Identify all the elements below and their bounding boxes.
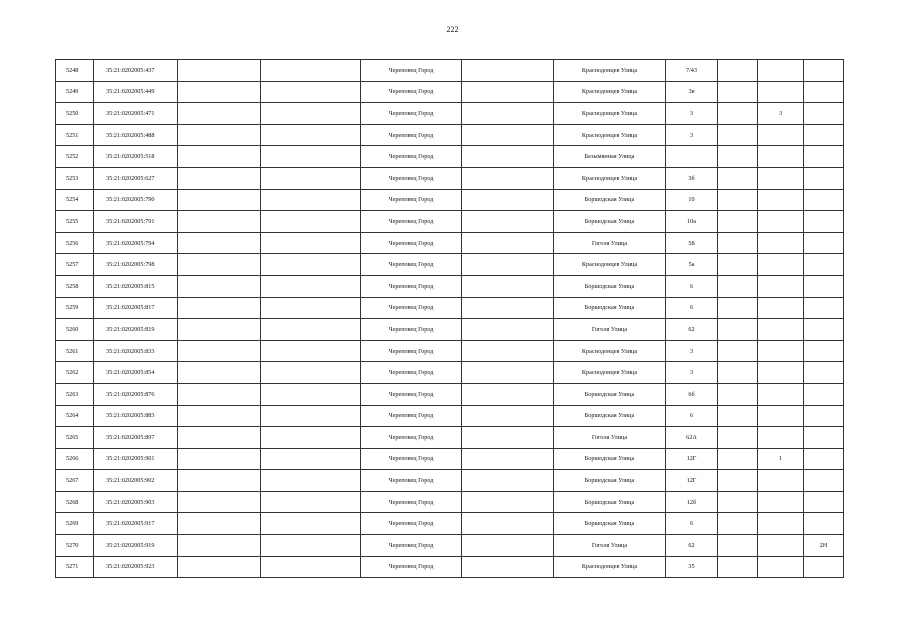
empty-cell	[178, 491, 261, 513]
extra-number-cell	[758, 491, 804, 513]
empty-cell	[718, 189, 758, 211]
empty-cell	[462, 189, 554, 211]
city-cell: Череповец Город	[361, 556, 462, 578]
house-number-cell: 35	[666, 556, 718, 578]
table-row	[56, 232, 844, 254]
city-cell: Череповец Город	[361, 383, 462, 405]
row-number-cell: 5248	[56, 60, 94, 82]
empty-cell	[178, 297, 261, 319]
house-number-cell: 6б	[666, 383, 718, 405]
extra-number-cell	[758, 319, 804, 341]
extra-number-cell: 3	[758, 103, 804, 125]
street-cell: Гоголя Улица	[554, 319, 666, 341]
empty-cell	[261, 232, 361, 254]
extra-number-cell	[758, 254, 804, 276]
extra-number-cell	[758, 427, 804, 449]
empty-cell	[718, 124, 758, 146]
cadastral-number-cell: 35:21:0202005:819	[94, 319, 178, 341]
extra-number-cell	[758, 146, 804, 168]
extra-number-cell	[758, 167, 804, 189]
house-number-cell	[666, 146, 718, 168]
cadastral-number-cell: 35:21:0202005:518	[94, 146, 178, 168]
empty-cell	[178, 535, 261, 557]
house-number-cell: 3	[666, 362, 718, 384]
extra-code-cell	[804, 448, 844, 470]
city-cell: Череповец Город	[361, 448, 462, 470]
extra-code-cell	[804, 60, 844, 82]
street-cell: Боршодская Улица	[554, 405, 666, 427]
empty-cell	[718, 405, 758, 427]
table-row	[56, 146, 844, 168]
street-cell: Краснодонцев Улица	[554, 81, 666, 103]
house-number-cell: 6	[666, 513, 718, 535]
extra-number-cell	[758, 81, 804, 103]
extra-code-cell	[804, 103, 844, 125]
row-number-cell: 5251	[56, 124, 94, 146]
row-number-cell: 5254	[56, 189, 94, 211]
empty-cell	[261, 470, 361, 492]
table-row	[56, 189, 844, 211]
city-cell: Череповец Город	[361, 427, 462, 449]
empty-cell	[462, 124, 554, 146]
street-cell: Боршодская Улица	[554, 189, 666, 211]
city-cell: Череповец Город	[361, 167, 462, 189]
house-number-cell: 6	[666, 297, 718, 319]
extra-code-cell	[804, 556, 844, 578]
empty-cell	[261, 275, 361, 297]
empty-cell	[718, 103, 758, 125]
extra-code-cell	[804, 232, 844, 254]
street-cell: Боршодская Улица	[554, 491, 666, 513]
empty-cell	[718, 448, 758, 470]
empty-cell	[718, 470, 758, 492]
street-cell: Краснодонцев Улица	[554, 60, 666, 82]
extra-number-cell	[758, 535, 804, 557]
empty-cell	[178, 470, 261, 492]
empty-cell	[178, 81, 261, 103]
city-cell: Череповец Город	[361, 146, 462, 168]
street-cell: Боршодская Улица	[554, 448, 666, 470]
table-row	[56, 362, 844, 384]
extra-code-cell	[804, 297, 844, 319]
empty-cell	[261, 103, 361, 125]
empty-cell	[261, 211, 361, 233]
extra-code-cell	[804, 275, 844, 297]
house-number-cell: 3	[666, 103, 718, 125]
street-cell: Боршодская Улица	[554, 275, 666, 297]
empty-cell	[178, 556, 261, 578]
empty-cell	[261, 362, 361, 384]
house-number-cell: 6	[666, 405, 718, 427]
table-row	[56, 427, 844, 449]
city-cell: Череповец Город	[361, 319, 462, 341]
registry-table	[55, 59, 844, 578]
row-number-cell: 5250	[56, 103, 94, 125]
empty-cell	[462, 470, 554, 492]
extra-code-cell	[804, 189, 844, 211]
empty-cell	[462, 340, 554, 362]
street-cell: Боршодская Улица	[554, 211, 666, 233]
empty-cell	[462, 556, 554, 578]
city-cell: Череповец Город	[361, 211, 462, 233]
cadastral-number-cell: 35:21:0202005:449	[94, 81, 178, 103]
extra-number-cell	[758, 556, 804, 578]
house-number-cell: 62	[666, 319, 718, 341]
cadastral-number-cell: 35:21:0202005:815	[94, 275, 178, 297]
cadastral-number-cell: 35:21:0202005:897	[94, 427, 178, 449]
extra-code-cell	[804, 319, 844, 341]
city-cell: Череповец Город	[361, 297, 462, 319]
empty-cell	[261, 146, 361, 168]
empty-cell	[462, 405, 554, 427]
empty-cell	[178, 124, 261, 146]
table-row	[56, 470, 844, 492]
table-row	[56, 275, 844, 297]
row-number-cell: 5262	[56, 362, 94, 384]
extra-code-cell	[804, 427, 844, 449]
empty-cell	[462, 254, 554, 276]
city-cell: Череповец Город	[361, 124, 462, 146]
empty-cell	[178, 340, 261, 362]
empty-cell	[718, 146, 758, 168]
house-number-cell: 62А	[666, 427, 718, 449]
extra-code-cell	[804, 124, 844, 146]
empty-cell	[462, 232, 554, 254]
extra-number-cell	[758, 211, 804, 233]
house-number-cell: 3б	[666, 167, 718, 189]
table-row	[56, 340, 844, 362]
empty-cell	[462, 297, 554, 319]
city-cell: Череповец Город	[361, 189, 462, 211]
row-number-cell: 5249	[56, 81, 94, 103]
cadastral-number-cell: 35:21:0202005:903	[94, 491, 178, 513]
empty-cell	[261, 124, 361, 146]
house-number-cell: 5а	[666, 254, 718, 276]
empty-cell	[178, 232, 261, 254]
empty-cell	[261, 254, 361, 276]
house-number-cell: 62	[666, 535, 718, 557]
empty-cell	[718, 362, 758, 384]
table-row	[56, 319, 844, 341]
empty-cell	[178, 211, 261, 233]
table-row	[56, 448, 844, 470]
empty-cell	[178, 254, 261, 276]
empty-cell	[462, 319, 554, 341]
empty-cell	[261, 340, 361, 362]
street-cell: Краснодонцев Улица	[554, 362, 666, 384]
house-number-cell: 58	[666, 232, 718, 254]
city-cell: Череповец Город	[361, 535, 462, 557]
house-number-cell: 6	[666, 275, 718, 297]
house-number-cell: 3	[666, 340, 718, 362]
house-number-cell: 10	[666, 189, 718, 211]
empty-cell	[462, 275, 554, 297]
extra-number-cell	[758, 383, 804, 405]
row-number-cell: 5261	[56, 340, 94, 362]
row-number-cell: 5268	[56, 491, 94, 513]
empty-cell	[261, 81, 361, 103]
table-row	[56, 60, 844, 82]
row-number-cell: 5256	[56, 232, 94, 254]
extra-code-cell	[804, 167, 844, 189]
street-cell: Боршодская Улица	[554, 297, 666, 319]
empty-cell	[261, 60, 361, 82]
extra-code-cell	[804, 383, 844, 405]
city-cell: Череповец Город	[361, 60, 462, 82]
extra-number-cell	[758, 232, 804, 254]
extra-code-cell	[804, 146, 844, 168]
empty-cell	[178, 513, 261, 535]
extra-number-cell	[758, 60, 804, 82]
city-cell: Череповец Город	[361, 232, 462, 254]
extra-number-cell	[758, 513, 804, 535]
empty-cell	[178, 319, 261, 341]
empty-cell	[261, 448, 361, 470]
empty-cell	[261, 513, 361, 535]
table-row	[56, 124, 844, 146]
empty-cell	[178, 167, 261, 189]
empty-cell	[718, 297, 758, 319]
house-number-cell: 12Г	[666, 470, 718, 492]
table-row	[56, 556, 844, 578]
house-number-cell: 3в	[666, 81, 718, 103]
extra-code-cell	[804, 340, 844, 362]
extra-code-cell	[804, 362, 844, 384]
empty-cell	[261, 427, 361, 449]
city-cell: Череповец Город	[361, 405, 462, 427]
cadastral-number-cell: 35:21:0202005:794	[94, 232, 178, 254]
table-row	[56, 211, 844, 233]
table-row	[56, 491, 844, 513]
table-row	[56, 103, 844, 125]
empty-cell	[462, 448, 554, 470]
table-row	[56, 254, 844, 276]
row-number-cell: 5266	[56, 448, 94, 470]
street-cell: Краснодонцев Улица	[554, 124, 666, 146]
cadastral-number-cell: 35:21:0202005:791	[94, 211, 178, 233]
row-number-cell: 5260	[56, 319, 94, 341]
empty-cell	[718, 513, 758, 535]
row-number-cell: 5264	[56, 405, 94, 427]
extra-number-cell	[758, 340, 804, 362]
city-cell: Череповец Город	[361, 340, 462, 362]
empty-cell	[178, 189, 261, 211]
row-number-cell: 5257	[56, 254, 94, 276]
house-number-cell: 12Г	[666, 448, 718, 470]
empty-cell	[718, 340, 758, 362]
empty-cell	[261, 297, 361, 319]
cadastral-number-cell: 35:21:0202005:437	[94, 60, 178, 82]
house-number-cell: 10а	[666, 211, 718, 233]
empty-cell	[462, 513, 554, 535]
empty-cell	[178, 448, 261, 470]
extra-number-cell	[758, 275, 804, 297]
empty-cell	[718, 60, 758, 82]
extra-code-cell	[804, 405, 844, 427]
extra-number-cell	[758, 405, 804, 427]
empty-cell	[261, 491, 361, 513]
empty-cell	[261, 556, 361, 578]
empty-cell	[462, 491, 554, 513]
empty-cell	[718, 383, 758, 405]
street-cell: Краснодонцев Улица	[554, 167, 666, 189]
extra-code-cell: 2Н	[804, 535, 844, 557]
cadastral-number-cell: 35:21:0202005:883	[94, 405, 178, 427]
cadastral-number-cell: 35:21:0202005:471	[94, 103, 178, 125]
page-number: 222	[446, 25, 459, 34]
extra-number-cell	[758, 297, 804, 319]
empty-cell	[718, 81, 758, 103]
empty-cell	[462, 427, 554, 449]
street-cell: Безымянная Улица	[554, 146, 666, 168]
house-number-cell: 3	[666, 124, 718, 146]
empty-cell	[178, 60, 261, 82]
empty-cell	[178, 427, 261, 449]
city-cell: Череповец Город	[361, 275, 462, 297]
street-cell: Боршодская Улица	[554, 383, 666, 405]
cadastral-number-cell: 35:21:0202005:902	[94, 470, 178, 492]
empty-cell	[261, 405, 361, 427]
row-number-cell: 5271	[56, 556, 94, 578]
cadastral-number-cell: 35:21:0202005:917	[94, 513, 178, 535]
empty-cell	[178, 275, 261, 297]
empty-cell	[178, 362, 261, 384]
empty-cell	[718, 232, 758, 254]
extra-code-cell	[804, 470, 844, 492]
row-number-cell: 5270	[56, 535, 94, 557]
empty-cell	[178, 405, 261, 427]
empty-cell	[261, 167, 361, 189]
empty-cell	[261, 383, 361, 405]
empty-cell	[718, 427, 758, 449]
street-cell: Гоголя Улица	[554, 427, 666, 449]
street-cell: Краснодонцев Улица	[554, 103, 666, 125]
street-cell: Краснодонцев Улица	[554, 340, 666, 362]
table-row	[56, 167, 844, 189]
extra-code-cell	[804, 81, 844, 103]
city-cell: Череповец Город	[361, 81, 462, 103]
cadastral-number-cell: 35:21:0202005:488	[94, 124, 178, 146]
cadastral-number-cell: 35:21:0202005:923	[94, 556, 178, 578]
empty-cell	[718, 254, 758, 276]
empty-cell	[718, 491, 758, 513]
row-number-cell: 5258	[56, 275, 94, 297]
empty-cell	[178, 383, 261, 405]
street-cell: Гоголя Улица	[554, 535, 666, 557]
table-row	[56, 81, 844, 103]
extra-code-cell	[804, 513, 844, 535]
extra-code-cell	[804, 491, 844, 513]
extra-number-cell	[758, 124, 804, 146]
empty-cell	[718, 275, 758, 297]
empty-cell	[462, 146, 554, 168]
cadastral-number-cell: 35:21:0202005:854	[94, 362, 178, 384]
table-row	[56, 383, 844, 405]
empty-cell	[178, 146, 261, 168]
street-cell: Боршодская Улица	[554, 470, 666, 492]
empty-cell	[462, 167, 554, 189]
street-cell: Краснодонцев Улица	[554, 254, 666, 276]
city-cell: Череповец Город	[361, 362, 462, 384]
empty-cell	[462, 60, 554, 82]
empty-cell	[462, 535, 554, 557]
cadastral-number-cell: 35:21:0202005:919	[94, 535, 178, 557]
city-cell: Череповец Город	[361, 513, 462, 535]
street-cell: Гоголя Улица	[554, 232, 666, 254]
row-number-cell: 5269	[56, 513, 94, 535]
row-number-cell: 5267	[56, 470, 94, 492]
extra-number-cell	[758, 189, 804, 211]
empty-cell	[462, 383, 554, 405]
empty-cell	[462, 211, 554, 233]
city-cell: Череповец Город	[361, 470, 462, 492]
extra-number-cell	[758, 362, 804, 384]
cadastral-number-cell: 35:21:0202005:901	[94, 448, 178, 470]
row-number-cell: 5255	[56, 211, 94, 233]
empty-cell	[462, 362, 554, 384]
table-row	[56, 405, 844, 427]
row-number-cell: 5252	[56, 146, 94, 168]
city-cell: Череповец Город	[361, 491, 462, 513]
extra-number-cell: 1	[758, 448, 804, 470]
table-row	[56, 513, 844, 535]
city-cell: Череповец Город	[361, 254, 462, 276]
empty-cell	[718, 167, 758, 189]
table-row	[56, 535, 844, 557]
extra-code-cell	[804, 254, 844, 276]
empty-cell	[261, 319, 361, 341]
cadastral-number-cell: 35:21:0202005:798	[94, 254, 178, 276]
house-number-cell: 7/43	[666, 60, 718, 82]
house-number-cell: 12б	[666, 491, 718, 513]
row-number-cell: 5263	[56, 383, 94, 405]
empty-cell	[718, 319, 758, 341]
cadastral-number-cell: 35:21:0202005:833	[94, 340, 178, 362]
row-number-cell: 5253	[56, 167, 94, 189]
row-number-cell: 5265	[56, 427, 94, 449]
cadastral-number-cell: 35:21:0202005:817	[94, 297, 178, 319]
cadastral-number-cell: 35:21:0202005:876	[94, 383, 178, 405]
empty-cell	[718, 211, 758, 233]
table-row	[56, 297, 844, 319]
empty-cell	[718, 556, 758, 578]
empty-cell	[261, 535, 361, 557]
cadastral-number-cell: 35:21:0202005:790	[94, 189, 178, 211]
cadastral-number-cell: 35:21:0202005:627	[94, 167, 178, 189]
city-cell: Череповец Город	[361, 103, 462, 125]
extra-code-cell	[804, 211, 844, 233]
empty-cell	[261, 189, 361, 211]
street-cell: Краснодонцев Улица	[554, 556, 666, 578]
extra-number-cell	[758, 470, 804, 492]
table-body	[56, 60, 844, 578]
empty-cell	[462, 103, 554, 125]
empty-cell	[462, 81, 554, 103]
street-cell: Боршодская Улица	[554, 513, 666, 535]
empty-cell	[718, 535, 758, 557]
row-number-cell: 5259	[56, 297, 94, 319]
empty-cell	[178, 103, 261, 125]
